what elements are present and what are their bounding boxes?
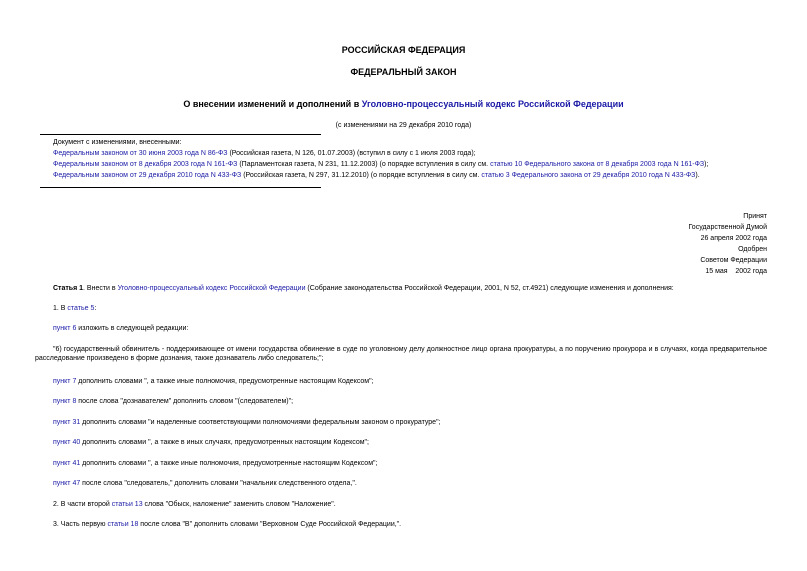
item-text: :	[94, 305, 97, 312]
article-18-link[interactable]: статьи 18	[107, 521, 139, 528]
change-end-3: ).	[695, 172, 700, 179]
adoption-line: 15 мая 2002 года	[705, 268, 767, 275]
point-text: дополнить словами ", а также иные полномочия, предусмотренные настоящим Кодексом";	[76, 378, 374, 385]
point-47-link[interactable]: пункт 47	[53, 480, 81, 487]
article-text: (Собрание законодательства Российской Федерации, 2001, N 52, ст.4921) следующие изменения и дополнения:	[305, 285, 674, 292]
point-31	[53, 418, 441, 427]
change-line-1	[53, 149, 476, 158]
amendment-link-3[interactable]: Федеральным законом от 29 декабря 2010 года N 433-ФЗ	[53, 172, 242, 179]
change-line-3	[53, 171, 700, 180]
revision-note: (с изменениями на 29 декабря 2010 года)	[335, 122, 472, 129]
adoption-line: Государственной Думой	[688, 224, 767, 231]
article-13-link[interactable]: статьи 13	[111, 501, 143, 508]
point-text: изложить в следующей редакции:	[76, 325, 189, 332]
point-6-link[interactable]: пункт 6	[53, 325, 77, 332]
point-6	[53, 324, 188, 333]
point-text: дополнить словами ", а также иные полномочия, предусмотренные настоящим Кодексом";	[80, 460, 378, 467]
adoption-line: Одобрен	[738, 246, 767, 253]
code-link-title[interactable]: Уголовно-процессуальный кодекс Российской Федерации	[361, 99, 624, 109]
point-text: дополнить словами "и наделенные соответствующими полномочиями федеральным законом о прокуратуре";	[80, 419, 441, 426]
point-text: дополнить словами ", а также в иных случаях, предусмотренных настоящим Кодексом";	[80, 439, 369, 446]
change-end-2: );	[704, 161, 709, 168]
point-31-link[interactable]: пункт 31	[53, 419, 81, 426]
point-text: после слова "следователь," дополнить словами "начальник следственного отдела,".	[80, 480, 357, 487]
change-text-2: (Парламентская газета, N 231, 11.12.2003) (о порядке вступления в силу см.	[237, 161, 491, 168]
change-line-2	[53, 160, 708, 169]
point-41-link[interactable]: пункт 41	[53, 460, 81, 467]
changes-intro: Документ с изменениями, внесенными:	[53, 139, 182, 146]
quoted-definition: "6) государственный обвинитель - поддерживающее от имени государства обвинение в суде по уголовному делу должностное лицо органа прокуратуры, а по поручению прокурора и в случаях, когда предварительное расследование произведено в форме дознания, также дознаватель либо следователь;";	[35, 346, 767, 362]
amendment-link-2[interactable]: Федеральным законом от 8 декабря 2003 года N 161-ФЗ	[53, 161, 238, 168]
adoption-line: Принят	[743, 213, 767, 220]
law-title-prefix: О внесении изменений и дополнений в	[183, 99, 362, 109]
law-type-heading: ФЕДЕРАЛЬНЫЙ ЗАКОН	[350, 67, 457, 77]
item-text: после слова "В" дополнить словами "Верховном Суде Российской Федерации,".	[138, 521, 402, 528]
article-5-link[interactable]: статье 5	[67, 305, 95, 312]
change-text-1: (Российская газета, N 126, 01.07.2003) (вступил в силу с 1 июля 2003 года);	[227, 150, 476, 157]
point-40-link[interactable]: пункт 40	[53, 439, 81, 446]
article-text: . Внести в	[83, 285, 118, 292]
adoption-block	[567, 212, 767, 278]
article-label: Статья 1	[53, 285, 84, 292]
code-link-article[interactable]: Уголовно-процессуальный кодекс Российской Федерации	[117, 285, 306, 292]
point-7-link[interactable]: пункт 7	[53, 378, 77, 385]
article-link-3[interactable]: статью 3 Федерального закона от 29 декабря 2010 года N 433-ФЗ	[481, 172, 696, 179]
point-8	[53, 397, 293, 406]
country-heading: РОССИЙСКАЯ ФЕДЕРАЦИЯ	[341, 45, 466, 55]
item-text: 1. В	[53, 305, 68, 312]
item-2	[53, 500, 336, 509]
item-text: слова "Обыск, наложение" заменить словом "Наложение".	[142, 501, 336, 508]
amendment-link-1[interactable]: Федеральным законом от 30 июня 2003 года N 86-ФЗ	[53, 150, 228, 157]
point-7	[53, 377, 374, 386]
change-text-3: (Российская газета, N 297, 31.12.2010) (о порядке вступления в силу см.	[241, 172, 482, 179]
point-40	[53, 438, 369, 447]
article-link-2[interactable]: статью 10 Федерального закона от 8 декабря 2003 года N 161-ФЗ	[490, 161, 705, 168]
law-title	[0, 100, 807, 109]
item-text: 2. В части второй	[53, 501, 112, 508]
adoption-line: 26 апреля 2002 года	[700, 235, 767, 242]
point-text: после слова "дознавателем" дополнить словом "(следователем)";	[76, 398, 294, 405]
point-41	[53, 459, 377, 468]
bottom-divider	[40, 187, 321, 188]
article-1	[53, 284, 674, 293]
top-divider	[40, 134, 321, 135]
point-8-link[interactable]: пункт 8	[53, 398, 77, 405]
point-47	[53, 479, 357, 488]
item-1	[53, 304, 96, 313]
adoption-line: Советом Федерации	[700, 257, 767, 264]
item-3	[53, 520, 401, 529]
item-text: 3. Часть первую	[53, 521, 108, 528]
